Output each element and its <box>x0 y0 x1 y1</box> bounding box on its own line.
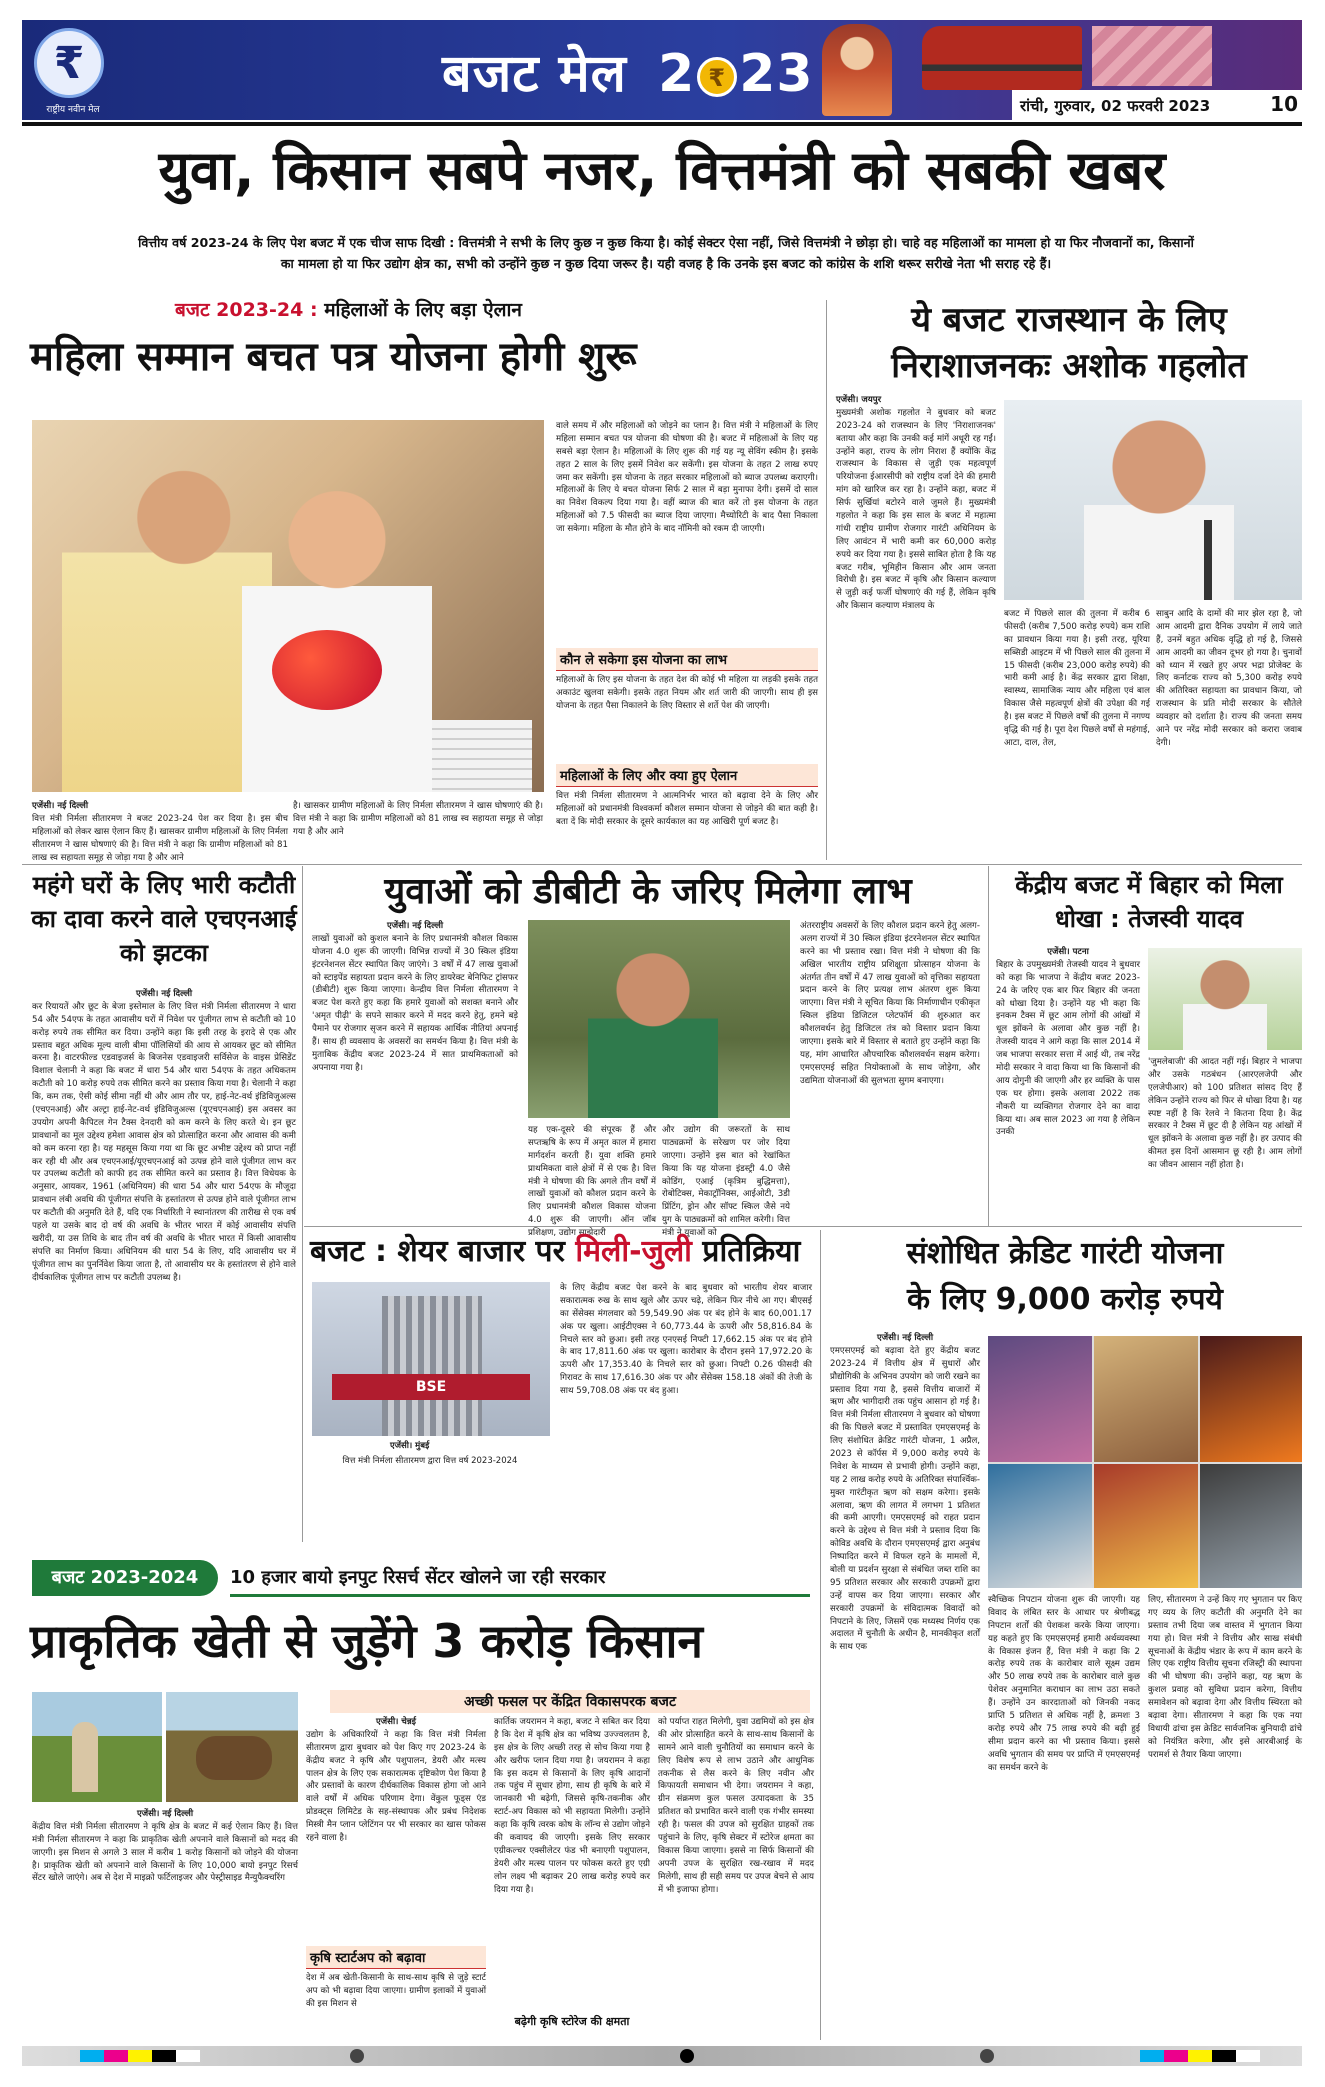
tejashwi-photo <box>1148 948 1302 1050</box>
bse-banner <box>332 1374 530 1400</box>
bse-photo <box>312 1282 550 1436</box>
masthead-title <box>442 36 814 107</box>
credit-byline: एजेंसी। नई दिल्ली <box>876 1333 934 1343</box>
msme-photo-3 <box>1200 1336 1302 1462</box>
housing-text: कर रियायतें और छूट के बेजा इस्तेमाल के लिए वित्त मंत्री निर्मला सीतारमण ने धारा 54 और 54एफ के तहत आवासीय घरों में निवेश पर पूंजीगत लाभ से कटौती को 10 करोड़ रुपये तक सीमित कर दिया। उन्होंने कहा कि इसी तरह के इरादे से एक और प्रस्ताव बहुत अधिक मूल्य वाली बीमा पॉलिसियों की आय से आयकर छूट को सीमित करना है। वाटरफील्ड एडवाइजर्स के बिजनेस एडवाइजरी सर्विसेज के वाइस प्रेसिडेंट विशाल चेलानी ने कहा कि बजट में धारा 54 और धारा 54एफ के तहत अधिकतम कटौती को 10 करोड़ रुपये तक सीमित करने का प्रस्ताव किया गया है। चेलानी ने कहा कि, कम तक, ऐसी कोई सीमा नहीं थी और आम तौर पर, हाई-नेट-वर्थ इंडिविजुअल्स (एचएनआई) और अल्ट्रा हाई-नेट-वर्थ इंडिविजुअल्स (यूएचएनआई) इस अवसर का उपयोग अपनी कैपिटल गेन टैक्स देनदारी को कम करने के लिए करते थे। इन छूट प्रावधानों का मूल उद्देश्य हमेशा आवास क्षेत्र को प्रोत्साहित करना और आवास की कमी को कम करना रहा है। यह महसूस किया गया था कि छूट अभीष्ट उद्देश्य को प्राप्त नहीं कर रही थी और अब एचएनआई/यूएचएनआई को उत्पन्न होने वाले पूंजीगत लाभ कर पर उपलब्ध कटौती को काफी हद तक सीमित करने का प्रस्ताव है। वित्त विधेयक के अनुसार, आयकर, 1961 (अधिनियम) की धारा 54 और धारा 54एफ के मौजूदा प्रावधान लंबी अवधि की पूंजीगत संपत्ति के हस्तांतरण से उत्पन्न होने वाले पूंजीगत लाभ पर कटौती की अनुमति देते हैं, यदि एक निर्धारिती ने स्थानांतरण की तारीख से एक वर्ष पहले या उसके बाद दो वर्ष की अवधि के भीतर भारत में कोई आवासीय संपत्ति खरीदी, या उस तिथि के बाद तीन वर्ष की अवधि के भीतर भारत में किसी आवासीय संपत्ति का निर्माण किया। अधिनियम की धारा 54 के लिए, यदि आवासीय घर में पूंजीगत लाभ का पुनर्निवेश किया जाता है, तो आवासीय घर के हस्तांतरण से होने वाले दीर्घकालिक पूंजीगत लाभ पर कटौती उपलब्ध है। <box>32 1001 296 1283</box>
women-kicker-rest: महिलाओं के लिए बड़ा ऐलान <box>324 299 522 321</box>
youth-col-a <box>312 920 518 1220</box>
registration-mark-left <box>350 2049 364 2063</box>
farm-sub-storage: बढ़ेगी कृषि स्टोरेज की क्षमता <box>514 2015 630 2028</box>
lead-headline: युवा, किसान सबपे नजर, वित्तमंत्री को सबकी खबर <box>158 139 1166 202</box>
sitharaman-photo <box>528 920 790 1118</box>
masthead-rule <box>22 122 1302 126</box>
stock-col <box>560 1282 812 1478</box>
housing-headline: महंगे घरों के लिए भारी कटौती का दावा करने वाले एचएनआई को झटका <box>31 871 297 967</box>
stock-headline-red: मिली-जुली <box>575 1234 692 1269</box>
women-col-d <box>556 790 818 862</box>
color-swatches-left <box>80 2050 200 2062</box>
credit-headline-1: संशोधित क्रेडिट गारंटी योजना <box>906 1236 1224 1271</box>
farm-col-a <box>32 1808 298 2040</box>
women-headline: महिला सम्मान बचत पत्र योजना होगी शुरू <box>30 334 637 380</box>
coin-icon: ₹ <box>697 57 737 97</box>
color-swatches-right <box>1140 2050 1260 2062</box>
rajasthan-col-b <box>1004 608 1150 860</box>
credit-headline-2: के लिए 9,000 करोड़ रुपये <box>907 1282 1223 1317</box>
masthead-title-prefix: बजट मेल <box>442 44 627 104</box>
women-kicker-red: बजट 2023-24 : <box>175 299 318 321</box>
logo-text: राष्ट्रीय नवीन मेल <box>46 105 100 115</box>
msme-photo-1 <box>988 1336 1092 1462</box>
credit-col-b <box>988 1594 1140 2040</box>
credit-col-c <box>1148 1594 1302 2040</box>
youth-text-a: लाखों युवाओं को कुशल बनाने के लिए प्रधानमंत्री कौशल विकास योजना 4.0 शुरू की जाएगी। विभिन्न राज्यों में 30 स्किल इंडिया इंटरनेशनल सेंटर स्थापित किए जाएंगे। 3 वर्षों में 47 लाख युवाओं को स्टाइपेंड सहायता प्रदान करने के लिए डायरेक्ट बेनिफिट ट्रांसफर (डीबीटी) शुरू किया जाएगा। केन्द्रीय वित्त निर्मला सीतारमण ने बजट पेश करते हुए कहा कि हमारे युवाओं को सशक्त बनाने और 'अमृत पीढ़ी' के सपने साकार करने में मदद करने हेतु, हमने बड़े पैमाने पर रोजगार सृजन करने में सहायक आर्थिक नीतियां अपनाई हैं। साथ ही व्यवसाय के अवसरों का समर्थन किया है। वित्त मंत्री के मुताबिक केंद्रीय बजट 2023-24 में सात प्राथमिकताओं को अपनाया गया है। <box>312 933 518 1073</box>
section-rule-1 <box>22 864 1302 865</box>
stock-text: के लिए केंद्रीय बजट पेश करने के बाद बुधवार को भारतीय शेयर बाजार सकारात्मक रुख के साथ खुले और ऊपर चढ़े, लेकिन फिर नीचे आ गए। बीएसई का सेंसेक्स मंगलवार को 59,549.90 अंक पर बंद होने के बाद 60,001.17 अंक पर खुला। आईटीएक्स ने 60,773.44 के ऊपरी और 58,816.84 के निचले स्तर को छुआ। इसी तरह एनएसई निफ्टी 17,662.15 अंक पर बंद होने के बाद 17,811.60 अंक पर खुला। कारोबार के दौरान इसने 17,972.20 के ऊपरी और 17,353.40 के निचले स्तर को छुआ। निफ्टी 0.26 फीसदी की गिरावट के साथ 17,616.30 अंक पर और सेंसेक्स 158.18 अंकों की तेजी के साथ 59,708.08 अंक पर बंद हुआ। <box>560 1283 812 1397</box>
women-col-c <box>556 674 818 762</box>
piggy-bank <box>272 630 382 710</box>
youth-headline: युवाओं को डीबीटी के जरिए मिलेगा लाभ <box>384 871 912 912</box>
books-stack <box>432 720 532 792</box>
farm-text-d: कार्तिक जयरामन ने कहा, बजट ने सबित कर दिया है कि देश में कृषि क्षेत्र का भविष्य उज्ज्वलतम है, इस क्षेत्र के लिए अच्छी तरह से सोच किया गया है और खरीफ प्लान दिया गया है। जयरामन ने कहा कि इस कदम से किसानों के लिए कृषि आदानों तक पहुंच में सुधार होगा, साथ ही कृषि के बारे में जानकारी भी बढ़ेगी, जिससे कृषि-तकनीक और स्टार्ट-अप विकास को भी सहायता मिलेगी। उन्होंने कहा कि कृषि त्वरक कोष के लॉन्च से उद्योग जोड़ने की कवायद की जाएगी। इसके लिए सरकार एग्रीकल्चर एक्सीलेटर फंड भी बनाएगी पशुपालन, डेयरी और मत्स्य पालन पर फोकस करते हुए एग्री लोन लक्ष्य भी बढ़ाकर 20 लाख करोड़ रुपये कर दिया गया है। <box>494 1717 650 1895</box>
tejashwi-figure <box>1183 954 1267 1050</box>
lead-intro-line-2: का मामला हो या फिर उद्योग क्षेत्र का, सभी को उन्होंने कुछ न कुछ दिया जरूर है। यही वजह है कि उनके इस बजट को कांग्रेस के शशि थरूर सरीखे नेता भी सराह रहे हैं। <box>280 256 1052 272</box>
farm-col-e <box>658 1716 814 2040</box>
microphone <box>1204 520 1212 600</box>
women-text-d: वित्त मंत्री निर्मला सीतारमण ने आत्मनिर्भर भारत को बढ़ावा देने के लिए और महिलाओं को प्रधानमंत्री विश्वकर्मा कौशल सम्मान योजना से जोड़ने की बात कही है। बता दें कि मोदी सरकार के दूसरे कार्यकाल का यह आखिरी पूर्ण बजट है। <box>556 791 818 827</box>
rajasthan-col-a <box>836 394 996 860</box>
rajasthan-text-c: साबुन आदि के दामों की मार झेल रहा है, जो आम आदमी द्वारा दैनिक उपयोग में लाये जाते हैं, उनमें बहुत अधिक वृद्धि हो गई है, जिससे आम आदमी का जीवन दूभर हो गया है। चुनावों को ध्यान में रखते हुए अपर भद्रा प्रोजेक्ट के लिए कर्नाटक राज्य को 5,300 करोड़ रुपये की अतिरिक्त सहायता का प्रावधान किया, जो राजस्थान के प्रति मोदी सरकार के सौतेले व्यवहार को दर्शाता है। राज्य की जनता समय आने पर नरेंद्र मोदी सरकार को करारा जवाब देगी। <box>1156 609 1302 748</box>
housing-col <box>32 988 296 1540</box>
women-col-b <box>556 420 818 642</box>
farm-photo-1 <box>32 1692 162 1802</box>
mother-figure <box>62 440 272 792</box>
logo <box>34 28 104 98</box>
bihar-headline: केंद्रीय बजट में बिहार को मिला धोखा : तेजस्वी यादव <box>1015 871 1283 933</box>
masthead <box>22 20 1302 120</box>
farm-col-b <box>306 1716 486 1942</box>
stock-headline-a: बजट : शेयर बाजार पर <box>310 1234 576 1269</box>
farm-subhead: अच्छी फसल पर केंद्रित विकासपरक बजट <box>330 1690 810 1713</box>
column-rule-3 <box>988 866 989 1226</box>
stock-byline: एजेंसी। मुंबई <box>390 1441 430 1451</box>
stock-caption: वित्त मंत्री निर्मला सीतारमण द्वारा वित्त वर्ष 2023-2024 <box>342 1456 518 1466</box>
women-kicker <box>175 296 522 322</box>
ox-figure <box>196 1736 272 1780</box>
dateline: रांची, गुरुवार, 02 फरवरी 2023 <box>1020 97 1211 115</box>
column-rule <box>826 300 827 860</box>
dateline-bar <box>1012 90 1302 120</box>
farm-text-b: उद्योग के अधिकारियों ने कहा कि वित्त मंत्री निर्मला सीतारमण द्वारा बुधवार को पेश किए गए 2023-24 के केंद्रीय बजट ने कृषि और पशुपालन, डेयरी और मत्स्य पालन क्षेत्र के लिए एक सकारात्मक दृष्टिकोण पेश किया है और प्रस्तावों के कारण दीर्घकालिक विकास होगा जो आने वाले वर्षों में अधिक परिणाम देगा। वेंकुल फूड्स एंड प्रोडक्ट्स लिमिटेड के सह-संस्थापक और प्रबंध निदेशक मिस्त्री मैन प्लान प्लेटिंगन पर भी सरकार का खास फोकस रहने वाला है। <box>306 1729 486 1844</box>
farm-byline-a: एजेंसी। नई दिल्ली <box>136 1809 194 1819</box>
lead-intro-line-1: वित्तीय वर्ष 2023-24 के लिए पेश बजट में एक चीज साफ दिखी : वित्तमंत्री ने सभी के लिए कुछ न कुछ किया है। कोई सेक्टर ऐसा नहीं, जिसे वित्तमंत्री ने छोड़ा हो। चाहे वह महिलाओं का मामला हो या फिर नौजवानों का, किसानों <box>138 235 1194 250</box>
bihar-byline: एजेंसी। पटना <box>1047 947 1089 957</box>
credit-col-a <box>830 1332 980 2040</box>
lead-intro <box>36 232 1296 275</box>
farmer-figure <box>72 1722 98 1792</box>
gehlot-photo <box>1004 400 1302 600</box>
youth-text-b: यह एक-दूसरे की संपूरक हैं और सप्तऋषि के रूप में अमृत काल में हमारा मार्गदर्शन करती हैं। युवा शक्ति हमारे प्राथमिकता वाले क्षेत्रों में से एक है। वित्त मंत्री ने घोषणा की कि अगले तीन वर्षों में लाखों युवाओं को कौशल प्रदान करने के लिए प्रधानमंत्री कौशल विकास योजना 4.0 शुरू की जाएगी। ऑन जॉब प्रशिक्षण, उद्योग साझेदारी <box>528 1125 656 1239</box>
girl-figure <box>242 460 432 792</box>
farm-col-c <box>306 1972 486 2040</box>
section-rule-2 <box>304 1226 1302 1227</box>
column-rule-2 <box>302 866 303 1542</box>
bihar-col-b <box>1148 1056 1302 1222</box>
rupee-icon: ₹ <box>53 37 85 89</box>
farm-byline-b: एजेंसी। चेन्नई <box>376 1717 416 1727</box>
youth-text-d: अंतरराष्ट्रीय अवसरों के लिए कौशल प्रदान करने हेतु अलग-अलग राज्यों में 30 स्किल इंडिया इंटरनेशनल सेंटर स्थापित करने का भी प्रस्ताव रखा। वित्त मंत्री ने घोषणा की कि अखिल भारतीय राष्ट्रीय प्रशिक्षुता प्रोत्साहन योजना के अंतर्गत तीन वर्षों में 47 लाख युवाओं को वृत्तिका सहायता प्रदान करने के लिए प्रत्यक्ष लाभ अंतरण शुरू किया जाएगा। वित्त मंत्री ने सूचित किया कि निर्माणाधीन एकीकृत स्किल इंडिया डिजिटल प्लेटफॉर्म की शुरुआत कर कौशलवर्धन हेतु डिजिटल तंत्र को विस्तार प्रदान किया जाएगा। इसके बारे में विस्तार से बताते हुए उन्होंने कहा कि यह, मांग आधारित औपचारिक कौशलवर्धन सक्षम करेगा। एमएसएमई सहित नियोक्ताओं के साथ जोड़ेगा, और उद्यमिता योजनाओं की सुलभता सुगम बनाएगा। <box>800 921 980 1086</box>
rajasthan-text-a: मुख्यमंत्री अशोक गहलोत ने बुधवार को बजट 2023-24 को राजस्थान के लिए 'निराशाजनक' बताया और कहा कि उनकी कई मांगें अधूरी रह गईं। उन्होंने कहा, राज्य के लोग निराश हैं क्योंकि केंद्र राजस्थान के विकास से जुड़ी एक महत्वपूर्ण परियोजना ईआरसीपी को राष्ट्रीय दर्जा देने की हमारी मांग को खारिज कर रहा है। उन्होंने कहा, बजट में सिर्फ सुर्खियां बटोरने वाले जुमले हैं। मुख्यमंत्री गहलोत ने कहा कि इस साल के बजट में महात्मा गांधी राष्ट्रीय ग्रामीण रोजगार गारंटी अधिनियम के लिए आवंटन में भारी कमी कर 60,000 करोड़ रुपये कर दिया गया है। इससे साबित होता है कि यह बजट गरीब, भूमिहीन किसान और आम जनता विरोधी है। इस बजट में कृषि और किसान कल्याण से जुड़ी कई फर्जी घोषणाएं की गई हैं, लेकिन कृषि और किसान कल्याण मंत्रालय के <box>836 407 996 612</box>
farm-sub-startup: कृषि स्टार्टअप को बढ़ावा <box>306 1946 486 1969</box>
farm-photo-2 <box>166 1692 298 1802</box>
column-rule-4 <box>820 1230 821 2040</box>
rajasthan-text-b: बजट में पिछले साल की तुलना में करीब 6 फीसदी (करीब 7,500 करोड़ रुपये) कम राशि का प्रावधान किया गया है। इसी तरह, यूरिया सब्सिडी आइटम में भी पिछले साल की तुलना में 15 फीसदी (करीब 23,000 करोड़ रुपये) की भारी कमी आई है। केंद्र सरकार द्वारा शिक्षा, स्वास्थ्य, सामाजिक न्याय और महिला एवं बाल विकास जैसे महत्वपूर्ण क्षेत्रों की उपेक्षा की गई है। इस बजट में पिछले वर्षों की तुलना में नगण्य वृद्धि की गई है। पूरा देश पिछले वर्षों से महंगाई, आटा, दाल, तेल, <box>1004 609 1150 748</box>
train-graphic <box>922 26 1082 90</box>
cash-graphic <box>1092 26 1212 86</box>
women-text-b: वाले समय में और महिलाओं को जोड़ने का प्लान है। वित्त मंत्री ने महिलाओं के लिए महिला सम्मान बचत पत्र योजना की घोषणा की है। बजट में महिलाओं के लिए यह सबसे बड़ा ऐलान है। महिलाओं के लिए शुरू की गई यह न्यू सेविंग स्कीम है। इसके तहत 2 साल के लिए इसमें निवेश कर सकेंगी। इस योजना के तहत 2 लाख रुपए जमा कर सकेंगी। इस योजना के तहत सरकार महिलाओं को ब्याज उपलब्ध कराएगी। महिलाओं के लिए ये बचत योजना सिर्फ 2 साल में बड़ा मुनाफा देगी। इसमें दो साल का निवेश विकल्प दिया गया है। वहीं ब्याज की बात करें तो इस योजना के तहत महिलाओं को 7.5 फीसदी का ब्याज दिया जाएगा। मैच्योरिटी के बाद पैसा निकाला जा सकेगा। महिला के मौत होने के बाद नॉमिनी को रकम दी जाएगी। <box>556 421 818 535</box>
registration-mark-right <box>980 2049 994 2063</box>
farm-kicker: 10 हजार बायो इनपुट रिसर्च सेंटर खोलने जा रही सरकार <box>230 1562 810 1597</box>
farm-text-a: केंद्रीय वित्त मंत्री निर्मला सीतारमण ने कृषि क्षेत्र के बजट में कई ऐलान किए हैं। वित्त मंत्री निर्मला सीतारमण ने कहा कि प्राकृतिक खेती अपनाने वाले किसानों को मदद की जाएगी। इस मिशन से अगले 3 साल में करीब 1 करोड़ किसानों को जोड़ने की योजना है। प्राकृतिक खेती को अपनाने वाले किसानों के लिए 10,000 बायो इनपुट रिसर्च सेंटर खोले जाएंगे। अब से देश में माइक्रो फर्टिलाइजर और पेस्ट्रीसाइड मैन्युफैक्चरिंग <box>32 1821 298 1884</box>
youth-text-c: और उद्योग की जरूरतों के साथ पाठ्यक्रमों के सरेखण पर जोर दिया जाएगा। उन्होंने इस बात को रेखांकित किया कि यह योजना इंडस्ट्री 4.0 जैसे कोडिंग, एआई (कृत्रिम बुद्धिमत्ता), रोबोटिक्स, मेकाट्रॉनिक्स, आईओटी, 3डी प्रिंटिंग, ड्रोन और सॉफ्ट स्किल जैसे नये युग के पाठ्यक्रमों को शामिल करेगी। वित्त मंत्री ने युवाओं को <box>662 1125 790 1239</box>
women-photo <box>32 420 544 792</box>
bihar-text-b: 'जुमलेबाजी' की आदत नहीं गई। बिहार ने भाजपा और उसके गठबंधन (आरएलजेपी और एलजेपीआर) को 100 प्रतिशत सांसद दिए हैं लेकिन उन्होंने राज्य को फिर से धोखा दिया है। यह स्पष्ट नहीं है कि रेलवे ने कितना दिया है। केंद्र सरकार ने टैक्स में छूट दी है लेकिन यह आंखों में धूल झोंकने के अलावा कुछ नहीं है। हर उत्पाद की कीमत इस दिनों आसमान छू रही है। आम लोगों का जीवन आसान नहीं होता है। <box>1148 1057 1302 1171</box>
masthead-year-b: 23 <box>739 44 814 104</box>
youth-col-d <box>800 920 980 1220</box>
women-text-a-cont: है। खासकर ग्रामीण महिलाओं के लिए निर्मला सीतारमण ने खास घोषणाएं की है। वित्त मंत्री ने कहा कि ग्रामीण महिलाओं को 81 लाख स्व सहायता समूह से जोड़ा गया है और आने <box>293 801 543 837</box>
page-number: 10 <box>1270 92 1298 116</box>
credit-text-a: एमएसएमई को बढ़ावा देते हुए केंद्रीय बजट 2023-24 में वित्तीय क्षेत्र में सुधारों और प्रौद्योगिकी के अभिनव उपयोग को जारी रखने का प्रस्ताव दिया गया है, इससे वित्तीय बाजारों में ऋण और भागीदारी तक पहुंच आसान हो गई है। वित्त मंत्री निर्मला सीतारमण ने बुधवार को घोषणा की कि पिछले बजट में प्रस्तावित एमएसएमई के लिए संशोधित क्रेडिट गारंटी योजना, 1 अप्रैल, 2023 से कॉर्पस में 9,000 करोड़ रुपये के निवेश के माध्यम से प्रभावी होगी। उन्होंने कहा, यह 2 लाख करोड़ रुपये के अतिरिक्त संपार्श्विक-मुक्त गारंटीकृत ऋण को सक्षम करेगा। इसके अलावा, ऋण की लागत में लगभग 1 प्रतिशत की कमी आएगी। एमएसएमई को राहत प्रदान करने के उद्देश्य से वित्त मंत्री ने प्रस्ताव दिया कि कोविड अवधि के दौरान एमएसएमई द्वारा अनुबंध निष्पादित करने में विफल रहने के मामलों में, बोली या प्रदर्शन सुरक्षा से संबंधित जब्त राशि का 95 प्रतिशत सरकार और सरकारी उपक्रमों द्वारा उन्हें वापस कर दिया जाएगा। सरकार और सरकारी उपक्रमों के संविदात्मक विवादों को निपटाने के लिए, जिसमें एक मध्यस्थ निर्णय एक अदालत में चुनौती के अधीन है, मानकीकृत शर्तों के साथ एक <box>830 1345 980 1653</box>
msme-photo-2 <box>1094 1336 1198 1462</box>
farm-headline: प्राकृतिक खेती से जुड़ेंगे 3 करोड़ किसान <box>30 1614 703 1668</box>
stock-headline-b: प्रतिक्रिया <box>691 1234 801 1269</box>
registration-mark-center <box>680 2049 694 2063</box>
credit-text-b: स्वैच्छिक निपटान योजना शुरू की जाएगी। यह विवाद के लंबित स्तर के आधार पर श्रेणीबद्ध निपटान शर्तों की पेशकश करके किया जाएगा। यह कहते हुए कि एमएसएमई हमारी अर्थव्यवस्था के विकास इंजन हैं, वित्त मंत्री ने कहा कि 2 करोड़ रुपये तक के कारोबार वाले सूक्ष्म उद्यम और 50 लाख रुपये तक के कारोबार वाले कुछ पेशेवर अनुमानित कराधान का लाभ उठा सकते हैं। उन्होंने उन कारदाताओं को जिनकी नकद प्राप्ति 5 प्रतिशत से अधिक नहीं है, क्रमशः 3 करोड़ रुपये और 75 लाख रुपये की बढ़ी हुई सीमा प्रदान करने का भी प्रस्ताव किया। इससे अवधि भुगतान की समय पर प्राप्ति में एमएसएमई का समर्थन करने के <box>988 1595 1140 1773</box>
msme-photo-6 <box>1200 1464 1302 1588</box>
msme-photo-5 <box>1094 1464 1198 1588</box>
youth-col-b <box>528 1124 656 1239</box>
farm-badge: बजट 2023-2024 <box>32 1560 218 1596</box>
rajasthan-headline-1: ये बजट राजस्थान के लिए <box>911 300 1227 340</box>
housing-byline: एजेंसी। नई दिल्ली <box>135 989 193 999</box>
bse-label: BSE <box>415 1379 447 1395</box>
stock-headline <box>310 1230 810 1274</box>
masthead-year-a: 2 <box>658 44 696 104</box>
msme-photo-4 <box>988 1464 1092 1588</box>
women-text-a: वित्त मंत्री निर्मला सीतारमण ने बजट 2023-24 पेश कर दिया है। इस बीच महिलाओं को लेकर खास ऐलान किए हैं। खासकर ग्रामीण महिलाओं के लिए निर्मला सीतारमण ने खास घोषणाएं की है। वित्त मंत्री ने कहा कि ग्रामीण महिलाओं को 81 लाख स्व सहायता समूह से जोड़ा गया है और आने <box>32 813 288 863</box>
bihar-text-a: बिहार के उपमुख्यमंत्री तेजस्वी यादव ने बुधवार को कहा कि भाजपा ने केंद्रीय बजट 2023-24 के जरिए एक बार फिर बिहार की जनता को धोखा दिया है। उन्होंने यह भी कहा कि इनकम टैक्स में छूट आम लोगों की आंखों में धूल झोंकने के अलावा और कुछ नहीं है। तेजस्वी यादव ने आगे कहा कि साल 2014 में जब भाजपा सरकार सत्ता में आई थी, तब नरेंद्र मोदी सरकार ने वादा किया था कि किसानों की आय दोगुनी की जाएगी और हर व्यक्ति के पास एक घर होगा। इसके अलावा 2022 तक नौकरी या व्यक्तिगत रोजगार देने का वादा किया था। अब साल 2023 आ गया है लेकिन उनकी <box>996 959 1140 1138</box>
women-byline: एजेंसी। नई दिल्ली <box>32 801 89 811</box>
women-col-a2 <box>293 800 543 860</box>
sitharaman-figure <box>588 940 718 1118</box>
farm-text-c: देश में अब खेती-किसानी के साथ-साथ कृषि से जुड़े स्टार्ट अप को भी बढ़ावा दिया जाएगा। ग्रामीण इलाकों में युवाओं की इस मिशन से <box>306 1973 486 2009</box>
women-col-a <box>32 800 288 863</box>
youth-byline: एजेंसी। नई दिल्ली <box>386 921 444 931</box>
footer-bar <box>22 2046 1302 2066</box>
msme-photo-collage <box>988 1336 1302 1588</box>
bihar-col-a <box>996 946 1140 1222</box>
women-text-c: महिलाओं के लिए इस योजना के तहत देश की कोई भी महिला या लड़की इसके तहत अकाउंट खुलवा सकेगी। इसके तहत नियम और शर्त जारी की जाएगी। साथ ही इस योजना के तहत पैसा निकालने के लिए विस्तार से शर्ते पेश की जाएगी। <box>556 675 818 711</box>
rajasthan-col-c <box>1156 608 1302 860</box>
rajasthan-byline: एजेंसी। जयपुर <box>836 395 882 405</box>
rajasthan-headline-2: निराशाजनकः अशोक गहलोत <box>891 346 1247 386</box>
farm-col-d <box>494 1716 650 2012</box>
farm-text-e: को पर्याप्त राहत मिलेगी, युवा उद्यमियों को इस क्षेत्र की ओर प्रोत्साहित करने के साथ-साथ किसानों के सामने आने वाली चुनौतियों का समाधान करने के लिए विशेष रूप से लाभ उठाने और आधुनिक तकनीक से लैस करने के लिए नवीन और किफायती समाधान भी देगा। जयरामन ने कहा, ग्रीन संक्रमण कुल फसल उत्पादकता के 35 प्रतिशत को प्रभावित करने वाली एक गंभीर समस्या रही है। फसल की उपज को सुरक्षित ग्राहकों तक पहुंचाने के लिए, कृषि सेक्टर में स्टोरेज क्षमता का विकास किया जाएगा। इससे ना सिर्फ किसानों की अपनी उपज के सुरक्षित रख-रखाव में मदद मिलेगी, साथ ही सही समय पर उपज बेचने से आय में भी इजाफा होगा। <box>658 1717 814 1895</box>
women-sub-1: कौन ले सकेगा इस योजना का लाभ <box>556 648 818 671</box>
bse-building <box>382 1296 482 1436</box>
credit-text-c: लिए, सीतारमण ने उन्हें किए गए भुगतान पर किए गए व्यय के लिए कटौती की अनुमति देने का प्रस्ताव तभी दिया जब वास्तव में भुगतान किया गया हो। वित्त मंत्री ने वित्तीय और साख संबंधी सूचनाओं के केंद्रीय भंडार के रूप में काम करने के लिए एक राष्ट्रीय वित्तीय सूचना रजिस्ट्री की स्थापना की भी घोषणा की। उन्होंने कहा, यह ऋण के कुशल प्रवाह को सुविधा प्रदान करेगा, वित्तीय समावेशन को बढ़ावा देगा और वित्तीय स्थिरता को बढ़ावा देगा। सीतारमण ने कहा कि एक नया विधायी ढांचा इस क्रेडिट सार्वजनिक बुनियादी ढांचे को नियंत्रित करेगा, और इसे आरबीआई के परामर्श से तैयार किया जाएगा। <box>1148 1595 1302 1760</box>
women-sub-2: महिलाओं के लिए और क्या हुए ऐलान <box>556 764 818 787</box>
youth-col-c <box>662 1124 790 1239</box>
minister-photo <box>822 24 892 116</box>
